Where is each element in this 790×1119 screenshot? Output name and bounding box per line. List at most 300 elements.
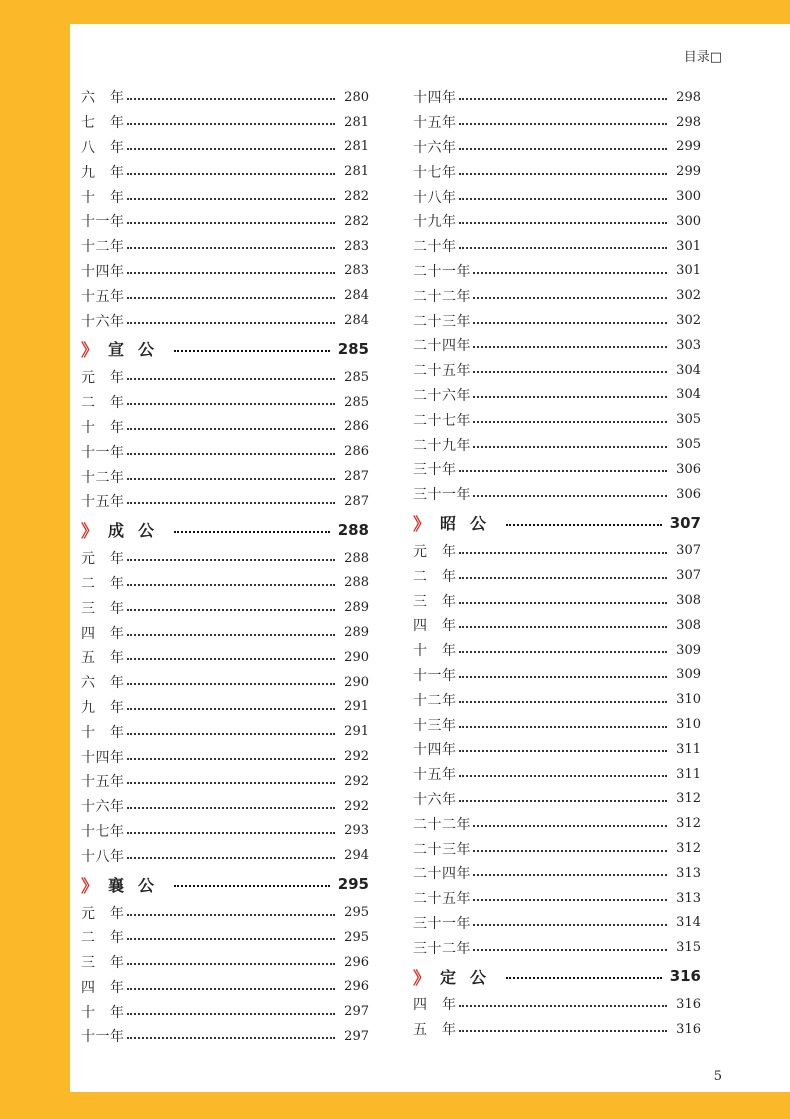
toc-entry[interactable] [413,333,701,358]
toc-entry-label: 十二年 [81,469,125,486]
toc-entry[interactable] [413,457,701,482]
dot-leader [127,322,336,324]
toc-entry[interactable] [81,439,369,464]
toc-entry-label: 四 年 [413,618,457,635]
toc-page-number: 294 [344,848,369,864]
dot-leader [127,807,336,809]
toc-page-number: 295 [337,875,369,894]
toc-entry[interactable] [81,769,369,794]
toc-page-number: 306 [676,461,701,477]
toc-page-number: 288 [344,550,369,566]
dot-leader [127,634,336,636]
dot-leader [473,825,667,827]
toc-entry-label: 三十一年 [413,915,471,932]
toc-page-number: 283 [344,263,369,279]
dot-leader [473,396,667,398]
dot-leader [127,272,336,274]
toc-entry[interactable] [413,911,701,936]
toc-entry[interactable] [413,308,701,333]
dot-leader [473,899,667,901]
toc-page-number: 309 [676,642,701,658]
toc-entry-label: 十四年 [81,749,125,766]
toc-page-number: 284 [344,313,369,329]
toc-entry-label: 二十七年 [413,412,471,429]
toc-page-number: 281 [344,164,369,180]
dot-leader [473,874,667,876]
dot-leader [459,98,668,100]
toc-entry-label: 六 年 [81,675,125,692]
toc-page-number: 281 [344,114,369,130]
toc-entry[interactable] [413,588,701,613]
toc-entry-label: 九 年 [81,164,125,181]
dot-leader [127,123,336,125]
section-marker-icon: 》 [81,876,98,897]
toc-page-number: 305 [676,412,701,428]
toc-entry-label: 十九年 [413,214,457,231]
toc-page-number: 307 [669,513,701,532]
toc-entry-label: 十七年 [413,164,457,181]
toc-entry[interactable] [413,992,701,1017]
dot-leader [127,148,336,150]
page-sheet [70,24,790,1092]
toc-left-column [81,85,369,1049]
toc-entry-label: 二十六年 [413,387,471,404]
toc-entry-label: 二 年 [81,930,125,947]
toc-page-number: 292 [344,773,369,789]
toc-entry[interactable] [81,645,369,670]
toc-entry[interactable] [81,670,369,695]
toc-page-number: 295 [344,929,369,945]
toc-page-number: 293 [344,823,369,839]
toc-entry[interactable] [81,571,369,596]
toc-entry-label: 五 年 [413,1022,457,1039]
toc-page-number: 302 [676,288,701,304]
dot-leader [459,1030,668,1032]
toc-entry[interactable] [81,744,369,769]
toc-entry[interactable] [81,365,369,390]
toc-entry-label: 三 年 [81,955,125,972]
toc-entry-label: 三十一年 [413,487,471,504]
dot-leader [473,421,667,423]
toc-entry-label: 二十二年 [413,816,471,833]
toc-entry[interactable] [81,925,369,950]
dot-leader [473,272,667,274]
toc-page-number: 308 [676,593,701,609]
toc-page-number: 316 [676,996,701,1012]
toc-entry[interactable] [81,135,369,160]
section-marker-icon: 》 [81,522,98,543]
toc-entry-label: 元 年 [81,905,125,922]
toc-page-number: 285 [344,369,369,385]
toc-page-number: 292 [344,798,369,814]
toc-page-number: 286 [344,444,369,460]
toc-entry[interactable] [81,184,369,209]
toc-page-number: 299 [676,139,701,155]
toc-entry[interactable] [81,1024,369,1049]
dot-leader [473,322,667,324]
toc-page-number: 284 [344,288,369,304]
toc-page-number: 307 [676,568,701,584]
dot-leader [127,502,336,504]
toc-entry-label: 二十五年 [413,891,471,908]
toc-entry[interactable] [413,407,701,432]
dot-leader [459,726,668,728]
dot-leader [473,297,667,299]
toc-entry-label: 十四年 [81,263,125,280]
toc-entry[interactable] [413,159,701,184]
toc-page-number: 305 [676,437,701,453]
toc-page-number: 301 [676,238,701,254]
toc-entry-label: 二十四年 [413,866,471,883]
toc-page-number: 287 [344,469,369,485]
toc-entry[interactable] [81,283,369,308]
toc-page-number: 296 [344,979,369,995]
toc-entry-label: 定公 [440,967,501,987]
section-marker-icon: 》 [81,341,98,362]
dot-leader [473,446,667,448]
toc-page-number: 289 [344,600,369,616]
toc-entry[interactable] [413,787,701,812]
toc-entry-label: 十 年 [81,1004,125,1021]
toc-entry-label: 元 年 [413,543,457,560]
toc-entry-label: 宣公 [108,340,169,360]
toc-page-number: 291 [344,724,369,740]
toc-entry-label: 七 年 [81,115,125,132]
toc-page-number: 316 [676,1021,701,1037]
toc-entry[interactable] [81,595,369,620]
dot-leader [127,708,336,710]
toc-entry[interactable] [81,620,369,645]
toc-page-number: 316 [669,967,701,986]
running-header: 目录□ [683,50,722,65]
toc-entry-label: 十八年 [81,848,125,865]
toc-entry[interactable] [81,999,369,1024]
toc-page-number: 301 [676,263,701,279]
dot-leader [459,602,668,604]
section-marker-icon: 》 [413,515,430,536]
toc-entry[interactable] [413,1017,701,1042]
toc-entry[interactable] [413,482,701,507]
toc-entry-label: 二十年 [413,239,457,256]
toc-entry-label: 二 年 [413,568,457,585]
dot-leader [127,1013,336,1015]
toc-entry[interactable] [81,950,369,975]
toc-entry-label: 十七年 [81,823,125,840]
toc-page-number: 307 [676,543,701,559]
toc-entry[interactable] [413,563,701,588]
dot-leader [127,609,336,611]
toc-entry[interactable] [413,762,701,787]
toc-page-number: 283 [344,238,369,254]
toc-page-number: 289 [344,625,369,641]
toc-entry-label: 十五年 [413,767,457,784]
toc-page-number: 313 [676,865,701,881]
toc-entry[interactable] [81,259,369,284]
dot-leader [459,470,668,472]
toc-entry[interactable] [81,794,369,819]
toc-entry[interactable] [81,719,369,744]
toc-page-number: 312 [676,791,701,807]
toc-entry[interactable] [413,613,701,638]
toc-entry-label: 十六年 [81,799,125,816]
toc-entry-label: 十六年 [81,313,125,330]
toc-page-number: 300 [676,189,701,205]
toc-entry-label: 十六年 [413,791,457,808]
toc-page-number: 280 [344,89,369,105]
toc-entry-label: 三 年 [81,600,125,617]
toc-entry[interactable] [413,811,701,836]
toc-entry[interactable] [413,184,701,209]
dot-leader [127,453,336,455]
dot-leader [473,949,667,951]
toc-page-number: 308 [676,617,701,633]
dot-leader [459,1005,668,1007]
dot-leader [127,758,336,760]
dot-leader [459,198,668,200]
toc-entry[interactable] [81,900,369,925]
toc-entry[interactable] [413,209,701,234]
toc-entry-label: 三十年 [413,462,457,479]
dot-leader [127,857,336,859]
toc-page-number: 311 [676,766,701,782]
dot-leader [459,750,668,752]
toc-entry-label: 十五年 [81,288,125,305]
dot-leader [473,346,667,348]
toc-page-number: 312 [676,816,701,832]
toc-entry[interactable] [413,737,701,762]
dot-leader [459,701,668,703]
dot-leader [127,173,336,175]
dot-leader [459,577,668,579]
dot-leader [127,297,336,299]
dot-leader [174,531,330,533]
toc-page-number: 311 [676,741,701,757]
toc-entry-label: 十八年 [413,189,457,206]
toc-page-number: 285 [337,339,369,358]
toc-entry[interactable] [81,308,369,333]
toc-entry[interactable] [413,358,701,383]
toc-page-number: 304 [676,387,701,403]
toc-page-number: 286 [344,419,369,435]
toc-page-number: 297 [344,1028,369,1044]
toc-entry[interactable] [81,110,369,135]
toc-page-number: 310 [676,717,701,733]
toc-page-number: 288 [344,575,369,591]
toc-page-number: 313 [676,890,701,906]
toc-page-number: 290 [344,674,369,690]
toc-page-number: 306 [676,486,701,502]
toc-entry-label: 十一年 [81,444,125,461]
toc-right-column [413,85,701,1042]
toc-page-number: 291 [344,699,369,715]
dot-leader [459,552,668,554]
toc-entry-label: 十一年 [81,1029,125,1046]
toc-entry[interactable] [81,489,369,514]
toc-entry[interactable] [413,638,701,663]
toc-page-number: 314 [676,915,701,931]
toc-entry-label: 五 年 [81,650,125,667]
dot-leader [127,584,336,586]
toc-page-number: 285 [344,394,369,410]
toc-entry-label: 四 年 [81,625,125,642]
dot-leader [127,832,336,834]
toc-entry-label: 十四年 [413,90,457,107]
toc-entry[interactable] [81,390,369,415]
toc-entry[interactable] [81,695,369,720]
toc-entry-label: 二十三年 [413,313,471,330]
toc-entry-label: 四 年 [413,997,457,1014]
toc-entry[interactable] [413,259,701,284]
toc-entry[interactable] [81,464,369,489]
dot-leader [127,658,336,660]
toc-entry[interactable] [413,935,701,960]
toc-entry-label: 十六年 [413,139,457,156]
toc-entry[interactable] [413,283,701,308]
dot-leader [459,626,668,628]
toc-entry-label: 二 年 [81,575,125,592]
toc-entry-label: 三十二年 [413,940,471,957]
toc-entry[interactable] [81,975,369,1000]
toc-entry-label: 十 年 [81,189,125,206]
toc-page-number: 281 [344,139,369,155]
toc-entry[interactable] [413,383,701,408]
toc-page-number: 297 [344,1004,369,1020]
toc-entry-label: 三 年 [413,593,457,610]
toc-entry-label: 八 年 [81,139,125,156]
toc-entry[interactable] [413,432,701,457]
toc-entry[interactable] [413,234,701,259]
dot-leader [459,123,668,125]
toc-entry-label: 九 年 [81,699,125,716]
dot-leader [506,524,662,526]
toc-entry[interactable] [413,836,701,861]
toc-page-number: 290 [344,649,369,665]
toc-entry[interactable] [413,135,701,160]
dot-leader [127,222,336,224]
toc-entry[interactable] [413,687,701,712]
dot-leader [473,371,667,373]
toc-entry[interactable] [81,159,369,184]
toc-entry-label: 十 年 [413,643,457,660]
toc-entry-label: 十 年 [81,724,125,741]
toc-section-heading[interactable] [81,868,369,900]
toc-page-number: 295 [344,905,369,920]
toc-page-number: 288 [337,520,369,539]
toc-page-number: 300 [676,213,701,229]
toc-entry[interactable] [413,110,701,135]
dot-leader [127,98,336,100]
toc-entry-label: 十五年 [81,494,125,511]
dot-leader [473,495,667,497]
toc-entry[interactable] [81,209,369,234]
dot-leader [127,403,336,405]
toc-entry[interactable] [413,886,701,911]
toc-entry-label: 成公 [108,521,169,541]
toc-entry-label: 十三年 [413,717,457,734]
toc-entry[interactable] [81,85,369,110]
dot-leader [127,559,336,561]
toc-section-heading[interactable] [413,507,701,539]
toc-entry[interactable] [81,234,369,259]
toc-entry-label: 二十四年 [413,338,471,355]
toc-page-number: 282 [344,189,369,205]
toc-entry-label: 十四年 [413,742,457,759]
toc-entry-label: 昭公 [440,514,501,534]
dot-leader [127,478,336,480]
toc-entry-label: 十 年 [81,419,125,436]
toc-page-number: 302 [676,313,701,329]
dot-leader [459,800,668,802]
toc-page-number: 296 [344,954,369,970]
dot-leader [127,683,336,685]
toc-entry-label: 二十二年 [413,288,471,305]
dot-leader [459,676,668,678]
toc-page-number: 298 [676,89,701,105]
toc-entry-label: 十二年 [413,692,457,709]
toc-page-number: 315 [676,940,701,956]
dot-leader [459,775,668,777]
toc-entry-label: 二十五年 [413,363,471,380]
dot-leader [459,651,668,653]
toc-entry[interactable] [81,415,369,440]
toc-entry[interactable] [413,712,701,737]
dot-leader [459,222,668,224]
page-number: 5 [713,1069,722,1084]
toc-entry[interactable] [81,843,369,868]
toc-page-number: 299 [676,164,701,180]
toc-section-heading[interactable] [413,960,701,992]
toc-entry-label: 元 年 [81,370,125,387]
dot-leader [459,173,668,175]
toc-page-number: 282 [344,213,369,229]
toc-entry[interactable] [81,546,369,571]
toc-entry-label: 二十九年 [413,437,471,454]
toc-entry-label: 十五年 [81,774,125,791]
dot-leader [127,1037,336,1039]
dot-leader [127,988,336,990]
toc-entry-label: 十一年 [413,667,457,684]
dot-leader [127,963,336,965]
dot-leader [473,924,667,926]
toc-page-number: 309 [676,667,701,683]
dot-leader [127,247,336,249]
dot-leader [174,885,330,887]
toc-page-number: 287 [344,493,369,509]
dot-leader [459,148,668,150]
toc-entry[interactable] [413,861,701,886]
dot-leader [127,938,336,940]
dot-leader [473,850,667,852]
toc-entry-label: 十二年 [81,239,125,256]
toc-page-number: 303 [676,337,701,353]
toc-entry[interactable] [413,539,701,564]
toc-entry-label: 四 年 [81,979,125,996]
toc-entry[interactable] [413,85,701,110]
toc-section-heading[interactable] [81,333,369,365]
dot-leader [127,782,336,784]
toc-entry[interactable] [413,663,701,688]
dot-leader [127,428,336,430]
toc-section-heading[interactable] [81,514,369,546]
toc-page-number: 292 [344,749,369,765]
toc-page-number: 298 [676,114,701,130]
toc-entry-label: 元 年 [81,551,125,568]
toc-entry[interactable] [81,819,369,844]
dot-leader [127,914,336,916]
dot-leader [127,733,336,735]
toc-entry-label: 十五年 [413,115,457,132]
toc-entry-label: 六 年 [81,90,125,107]
